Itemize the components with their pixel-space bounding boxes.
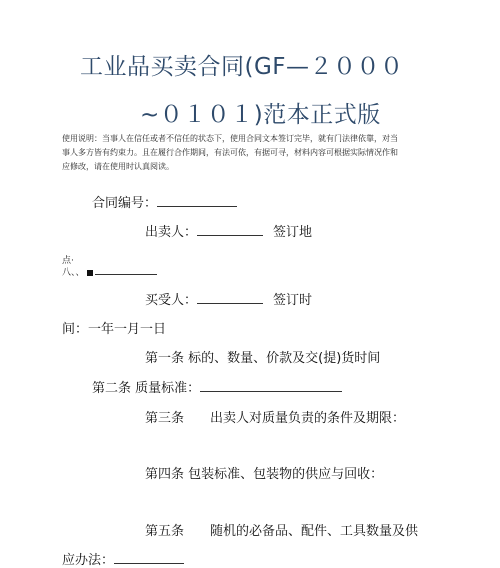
- seller-blank: [197, 223, 263, 236]
- buyer-row: [145, 289, 312, 308]
- article-5-number: 第五条: [145, 524, 185, 539]
- usage-notice-line-2: 事人多方皆有约束力。且在履行合作期间，有法可依，有据可寻，材料内容可根据实际情况作和: [62, 148, 398, 157]
- contract-number-row: [92, 192, 237, 211]
- sign-place-label: 签订地: [273, 225, 313, 240]
- square-bullet-icon: [87, 270, 93, 276]
- usage-notice-line-1: 使用说明：当事人在信任或者不信任的状态下，使用合同文本签订完毕，就有门法律依靠，对当: [62, 134, 398, 143]
- article-4: 第四条 包装标准、包装物的供应与回收：: [145, 467, 384, 482]
- buyer-blank: [197, 291, 263, 304]
- marks-text: 八、、: [62, 268, 85, 278]
- marks-row: [62, 265, 157, 278]
- contract-number-blank: [157, 194, 237, 207]
- contract-number-label: 合同编号：: [92, 196, 158, 211]
- article-5-row: [145, 520, 418, 539]
- usage-notice-line-3: 应修改，请在使用时认真阅读。: [62, 162, 174, 171]
- seller-row: [145, 221, 312, 240]
- article-1: 第一条 标的、数量、价款及交(提)货时间: [145, 351, 381, 366]
- article-2-row: [92, 377, 342, 396]
- marks-blank: [95, 266, 157, 275]
- seller-label: 出卖人：: [145, 225, 198, 240]
- title-line-2: ~０１０１)范本正式版: [140, 102, 381, 128]
- article-5-continuation: 应办法：: [62, 553, 115, 568]
- article-2: 第二条 质量标准：: [92, 381, 201, 396]
- buyer-label: 买受人：: [145, 293, 198, 308]
- title-line-1: 工业品买卖合同(GF—２０００: [80, 54, 404, 80]
- time-continuation: 间：一年一月一日: [62, 322, 167, 337]
- article-3-number: 第三条: [145, 411, 185, 426]
- article-3-row: [145, 407, 405, 426]
- article-5-continuation-row: [62, 549, 184, 568]
- article-5-text: 随机的必备品、配件、工具数量及供: [210, 524, 419, 539]
- sign-time-label: 签订时: [273, 293, 313, 308]
- article-3-text: 出卖人对质量负责的条件及期限：: [210, 411, 406, 426]
- article-2-blank: [200, 379, 342, 392]
- place-continuation: 点·: [62, 256, 74, 266]
- article-5-blank: [114, 551, 184, 564]
- usage-notice: [62, 132, 442, 174]
